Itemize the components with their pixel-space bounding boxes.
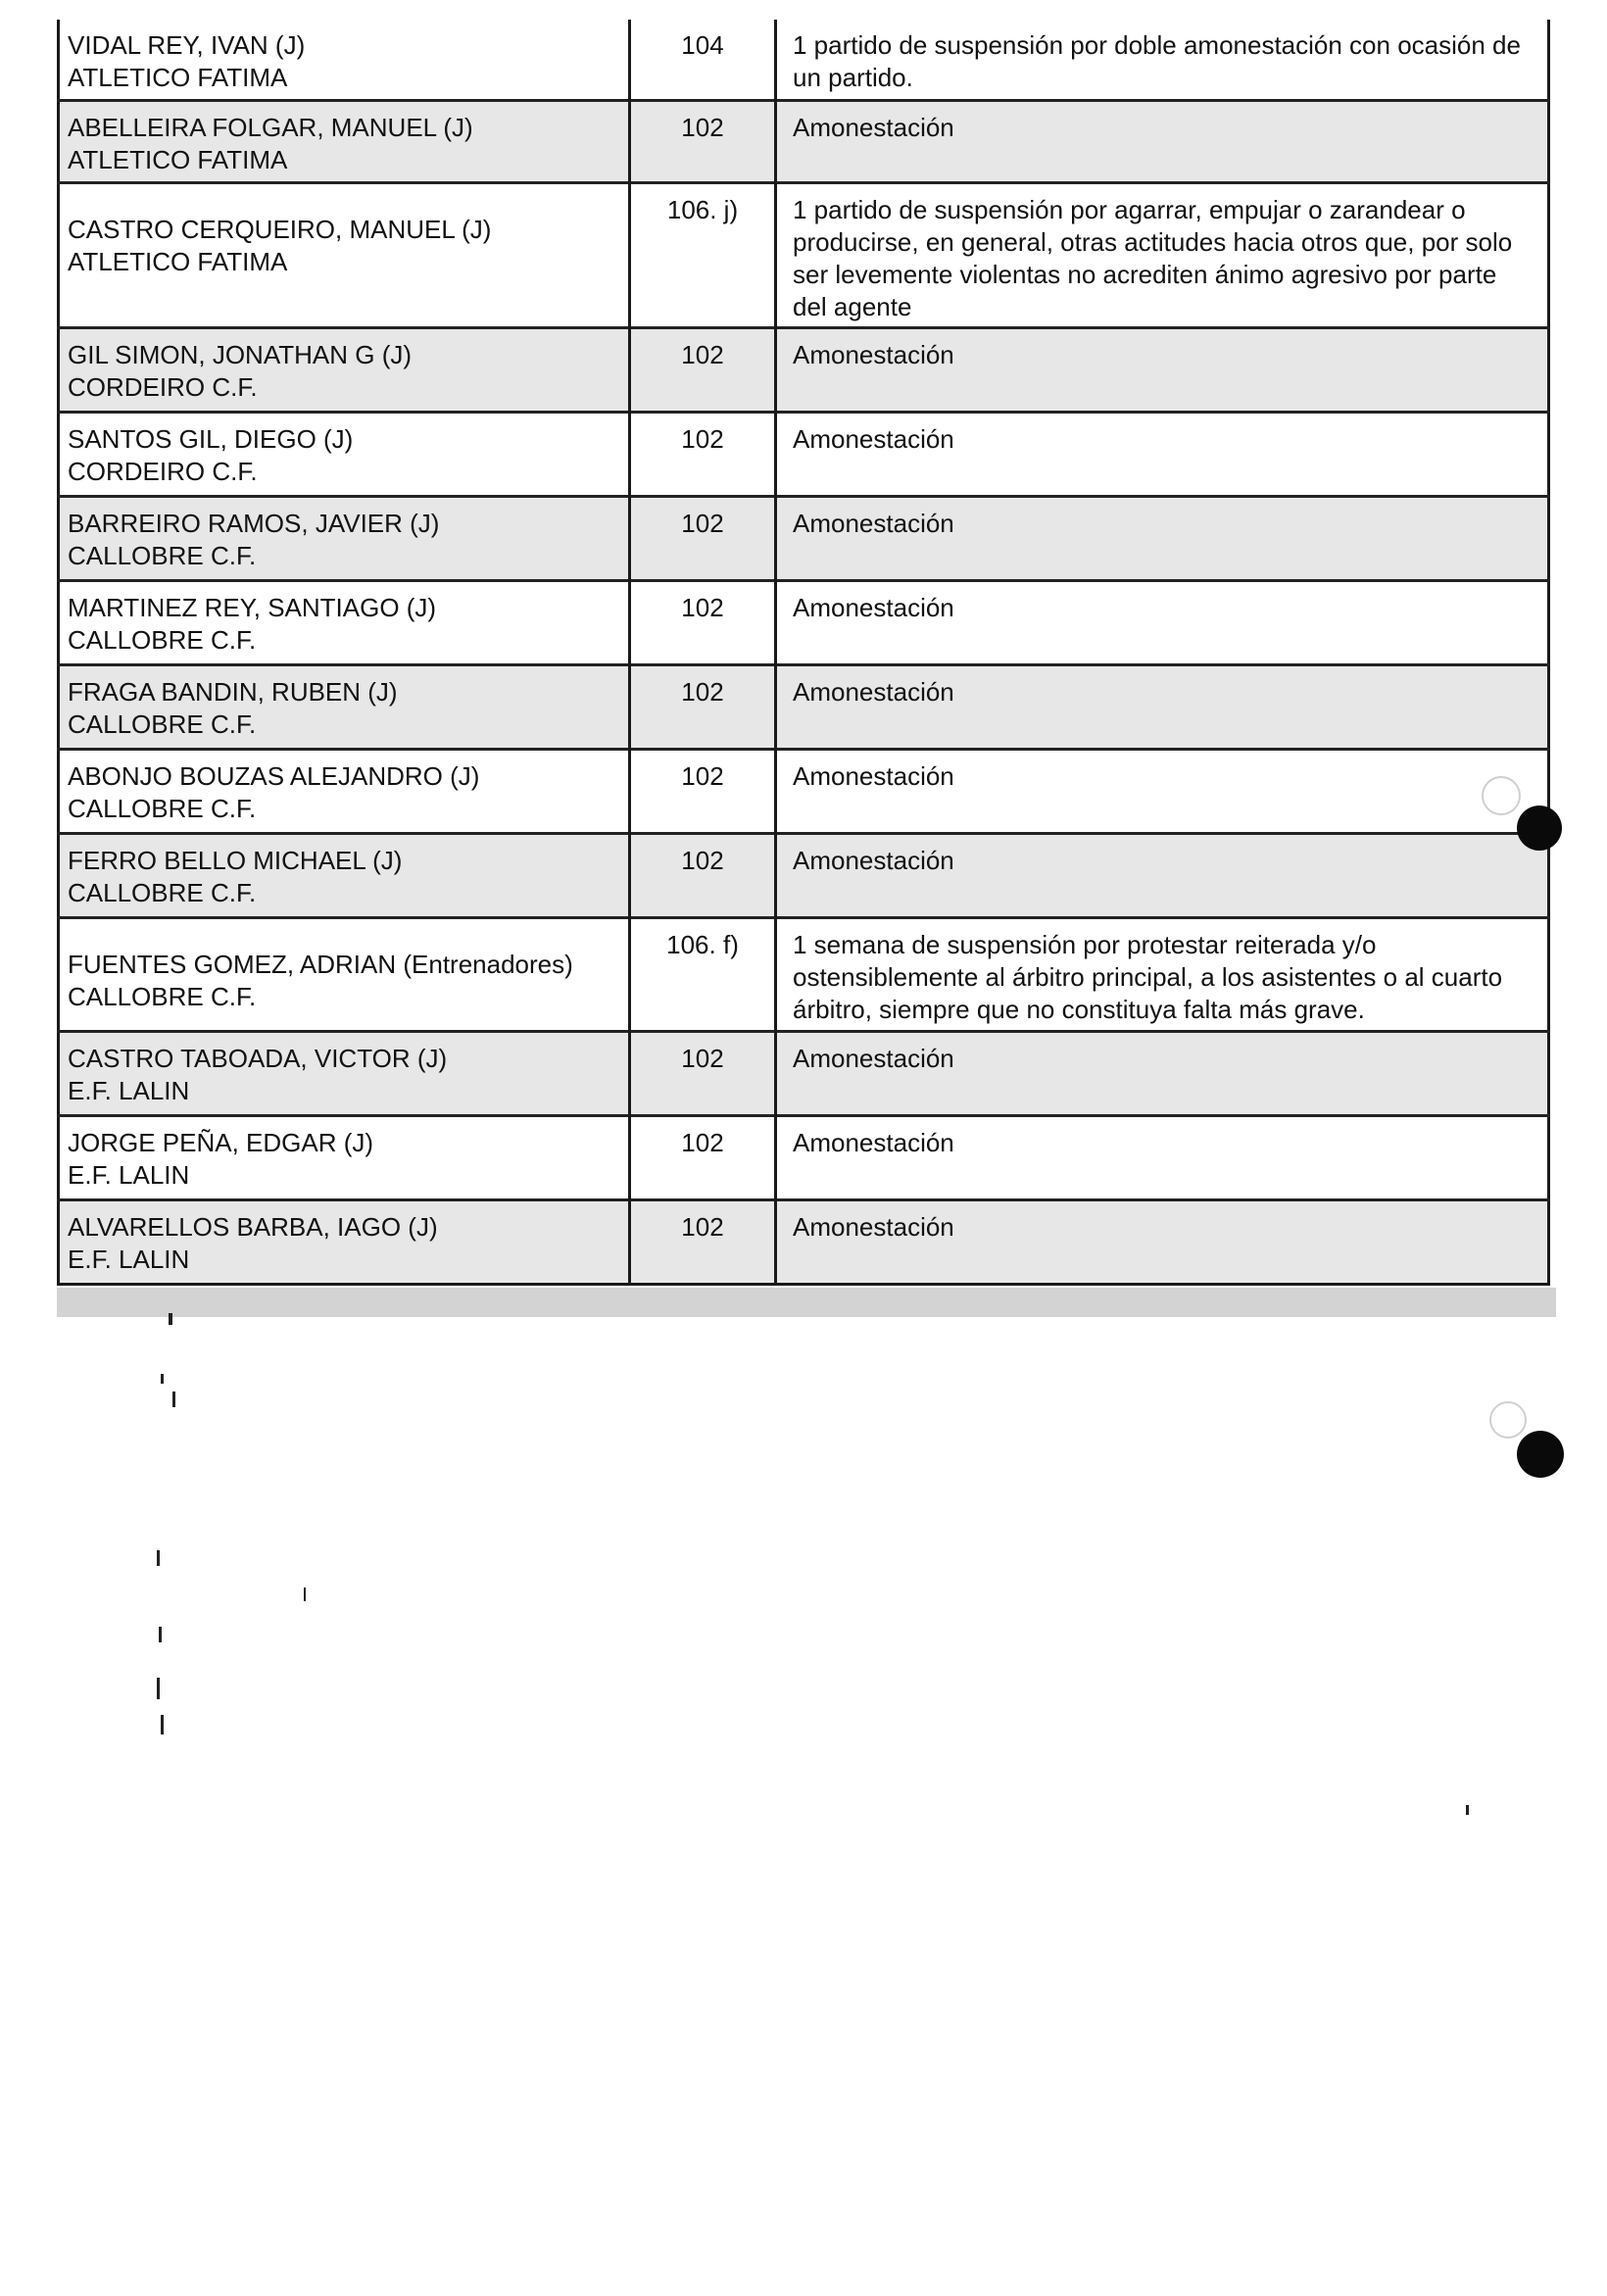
table-row [59, 917, 1549, 1031]
scan-speck [172, 1392, 175, 1407]
scan-speck [157, 1678, 160, 1699]
sanction-text: Amonestación [793, 1127, 954, 1157]
club-name: CALLOBRE C.F. [68, 981, 257, 1011]
table-row [59, 496, 1549, 580]
punch-hole-ring [1489, 1401, 1527, 1439]
article-number: 102 [681, 1211, 724, 1242]
article-number: 104 [681, 30, 724, 60]
club-name: CALLOBRE C.F. [68, 877, 257, 907]
article-number: 102 [681, 760, 724, 791]
article-cell [630, 1031, 776, 1115]
club-name: ATLETICO FATIMA [68, 63, 288, 92]
player-cell [59, 664, 630, 749]
article-cell [630, 749, 776, 833]
club-name: ATLETICO FATIMA [68, 144, 288, 174]
sanction-cell [776, 1031, 1549, 1115]
article-number: 102 [681, 339, 724, 369]
sanction-cell [776, 833, 1549, 917]
club-name: CALLOBRE C.F. [68, 708, 257, 739]
table-row [59, 100, 1549, 182]
article-number: 106. j) [666, 194, 739, 224]
sanction-cell [776, 580, 1549, 664]
table-row [59, 182, 1549, 327]
player-cell [59, 917, 630, 1031]
club-name: E.F. LALIN [68, 1244, 190, 1274]
table-row [59, 1199, 1549, 1284]
article-cell [630, 664, 776, 749]
club-name: CALLOBRE C.F. [68, 540, 257, 570]
article-cell [630, 100, 776, 182]
player-name: SANTOS GIL, DIEGO (J) [68, 423, 354, 454]
player-name: CASTRO CERQUEIRO, MANUEL (J) [68, 214, 492, 244]
article-cell [630, 182, 776, 327]
player-cell [59, 1115, 630, 1199]
article-cell [630, 580, 776, 664]
sanction-cell [776, 20, 1549, 100]
sanction-cell [776, 917, 1549, 1031]
article-number: 102 [681, 1127, 724, 1157]
player-name: ABELLEIRA FOLGAR, MANUEL (J) [68, 112, 473, 142]
table-row [59, 664, 1549, 749]
article-cell [630, 496, 776, 580]
player-name: FUENTES GOMEZ, ADRIAN (Entrenadores) [68, 949, 573, 979]
scan-speck [159, 1627, 162, 1642]
player-cell [59, 327, 630, 412]
player-cell [59, 833, 630, 917]
sanction-text: Amonestación [793, 760, 954, 791]
table-row [59, 327, 1549, 412]
club-name: ATLETICO FATIMA [68, 246, 288, 276]
article-cell [630, 917, 776, 1031]
sanction-text: Amonestación [793, 1211, 954, 1242]
sanction-cell [776, 1199, 1549, 1284]
article-number: 102 [681, 112, 724, 142]
sanction-cell [776, 496, 1549, 580]
sanction-text: Amonestación [793, 845, 954, 875]
punch-hole [1517, 806, 1562, 851]
player-name: MARTINEZ REY, SANTIAGO (J) [68, 592, 437, 622]
article-cell [630, 20, 776, 100]
article-number: 102 [681, 676, 724, 707]
scan-speck [169, 1313, 172, 1325]
punch-hole [1517, 1431, 1564, 1478]
player-cell [59, 580, 630, 664]
article-number: 102 [681, 1043, 724, 1073]
article-number: 102 [681, 508, 724, 538]
player-cell [59, 749, 630, 833]
player-cell [59, 20, 630, 100]
table-footer-shading [57, 1288, 1556, 1317]
player-name: ALVARELLOS BARBA, IAGO (J) [68, 1211, 438, 1242]
player-cell [59, 1031, 630, 1115]
player-cell [59, 496, 630, 580]
sanction-text: Amonestación [793, 1043, 954, 1073]
table-row [59, 1115, 1549, 1199]
player-cell [59, 412, 630, 496]
article-number: 102 [681, 845, 724, 875]
player-name: GIL SIMON, JONATHAN G (J) [68, 339, 413, 369]
sanction-text: 1 semana de suspensión por protestar reiterada y/o ostensiblemente al árbitro principal, a los asistentes o al cuarto árbitro, siempre que no constituya falta más grave. [793, 929, 1503, 1024]
player-name: CASTRO TABOADA, VICTOR (J) [68, 1043, 448, 1073]
sanction-cell [776, 412, 1549, 496]
article-cell [630, 327, 776, 412]
scan-speck [161, 1374, 164, 1384]
article-cell [630, 833, 776, 917]
sanction-text: 1 partido de suspensión por doble amonestación con ocasión de un partido. [793, 30, 1521, 92]
sanction-text: Amonestación [793, 423, 954, 454]
scan-speck [1466, 1805, 1469, 1815]
table-row [59, 580, 1549, 664]
player-name: JORGE PEÑA, EDGAR (J) [68, 1127, 374, 1157]
article-number: 106. f) [666, 929, 739, 959]
table-row [59, 749, 1549, 833]
club-name: CORDEIRO C.F. [68, 456, 258, 486]
sanction-text: 1 partido de suspensión por agarrar, empujar o zarandear o producirse, en general, otras actitudes hacia otros que, por solo ser levemente violentas no acrediten ánimo agresivo por parte del agente [793, 194, 1513, 321]
scan-speck [304, 1588, 306, 1601]
article-number: 102 [681, 423, 724, 454]
sanction-cell [776, 1115, 1549, 1199]
player-name: ABONJO BOUZAS ALEJANDRO (J) [68, 760, 480, 791]
player-name: FRAGA BANDIN, RUBEN (J) [68, 676, 398, 707]
punch-hole-ring [1482, 776, 1521, 815]
sanction-cell [776, 327, 1549, 412]
sanctions-table [57, 20, 1550, 1286]
player-name: FERRO BELLO MICHAEL (J) [68, 845, 403, 875]
scan-speck [157, 1550, 160, 1566]
club-name: CALLOBRE C.F. [68, 624, 257, 655]
sanction-text: Amonestación [793, 676, 954, 707]
scan-speck [161, 1715, 164, 1734]
article-cell [630, 412, 776, 496]
sanction-text: Amonestación [793, 339, 954, 369]
sanction-cell [776, 664, 1549, 749]
player-name: VIDAL REY, IVAN (J) [68, 30, 306, 60]
article-cell [630, 1199, 776, 1284]
table-row [59, 833, 1549, 917]
sanction-text: Amonestación [793, 592, 954, 622]
article-number: 102 [681, 592, 724, 622]
table-row [59, 1031, 1549, 1115]
article-cell [630, 1115, 776, 1199]
club-name: E.F. LALIN [68, 1075, 190, 1105]
table-row [59, 20, 1549, 100]
club-name: E.F. LALIN [68, 1159, 190, 1190]
table-row [59, 412, 1549, 496]
player-cell [59, 1199, 630, 1284]
sanction-cell [776, 749, 1549, 833]
sanction-cell [776, 100, 1549, 182]
sanction-cell [776, 182, 1549, 327]
player-cell [59, 100, 630, 182]
club-name: CORDEIRO C.F. [68, 371, 258, 402]
club-name: CALLOBRE C.F. [68, 793, 257, 823]
player-cell [59, 182, 630, 327]
player-name: BARREIRO RAMOS, JAVIER (J) [68, 508, 440, 538]
sanction-text: Amonestación [793, 508, 954, 538]
sanction-text: Amonestación [793, 112, 954, 142]
